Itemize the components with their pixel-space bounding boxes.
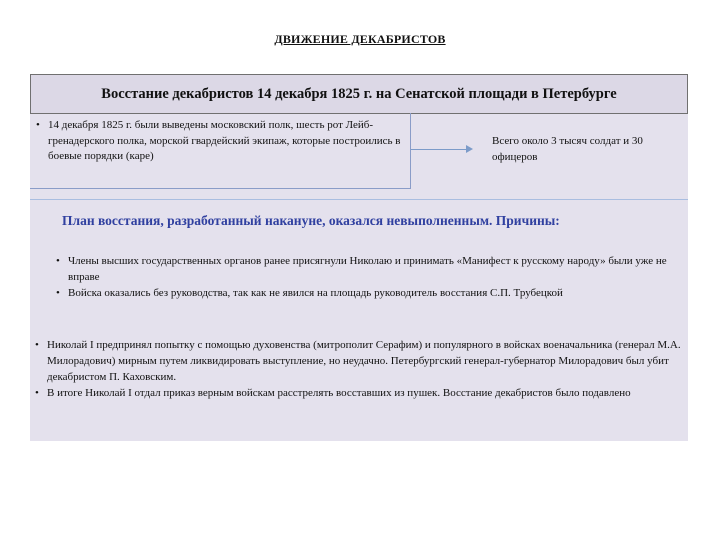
page-title: ДВИЖЕНИЕ ДЕКАБРИСТОВ bbox=[274, 32, 446, 46]
list-item bbox=[56, 253, 686, 285]
list-item bbox=[36, 118, 408, 165]
list-item bbox=[35, 337, 685, 385]
arrow-line bbox=[411, 149, 471, 150]
bullet-icon: • bbox=[35, 339, 39, 351]
fact-text: 14 декабря 1825 г. были выведены московский полк, шесть рот Лейб-гренадерского полка, морской гвардейский экипаж, которые построились в боевые порядки (каре) bbox=[48, 119, 401, 162]
plan-title: План восстания, разработанный накануне, оказался невыполненным. Причины: bbox=[62, 213, 560, 228]
reason-text: Члены высших государственных органов ранее присягнули Николаю и принимать «Манифест к русскому народу» были уже не вправе bbox=[68, 255, 667, 283]
bullet-icon: • bbox=[56, 287, 60, 299]
reasons-list bbox=[56, 253, 686, 301]
total-forces-text: Всего около 3 тысяч солдат и 30 офицеров bbox=[492, 135, 643, 163]
list-item bbox=[56, 285, 686, 301]
bullet-icon: • bbox=[35, 387, 39, 399]
reason-text: Войска оказались без руководства, так как не явился на площадь руководитель восстания С.П. Трубецкой bbox=[68, 287, 563, 299]
separator-line bbox=[30, 199, 688, 200]
bullet-icon: • bbox=[36, 119, 40, 131]
outcome-list bbox=[35, 337, 685, 401]
fact-list bbox=[36, 118, 408, 165]
list-item bbox=[35, 385, 685, 401]
uprising-header bbox=[30, 74, 688, 114]
outcome-text: В итоге Николай I отдал приказ верным войскам расстрелять восставших из пушек. Восстание декабристов было подавлено bbox=[47, 387, 631, 399]
arrow-right-icon bbox=[466, 145, 473, 153]
fact-box bbox=[30, 113, 411, 189]
bullet-icon: • bbox=[56, 255, 60, 267]
uprising-header-text: Восстание декабристов 14 декабря 1825 г. на Сенатской площади в Петербурге bbox=[101, 85, 617, 102]
outcome-text: Николай I предпринял попытку с помощью духовенства (митрополит Серафим) и популярного в войсках военачальника (генерал М.А. Милорадович) мирным путем ликвидировать выступление, но неудачно. Петербургский генерал-губернатор Милорадович был убит декабристом П. Каховским. bbox=[47, 339, 681, 383]
